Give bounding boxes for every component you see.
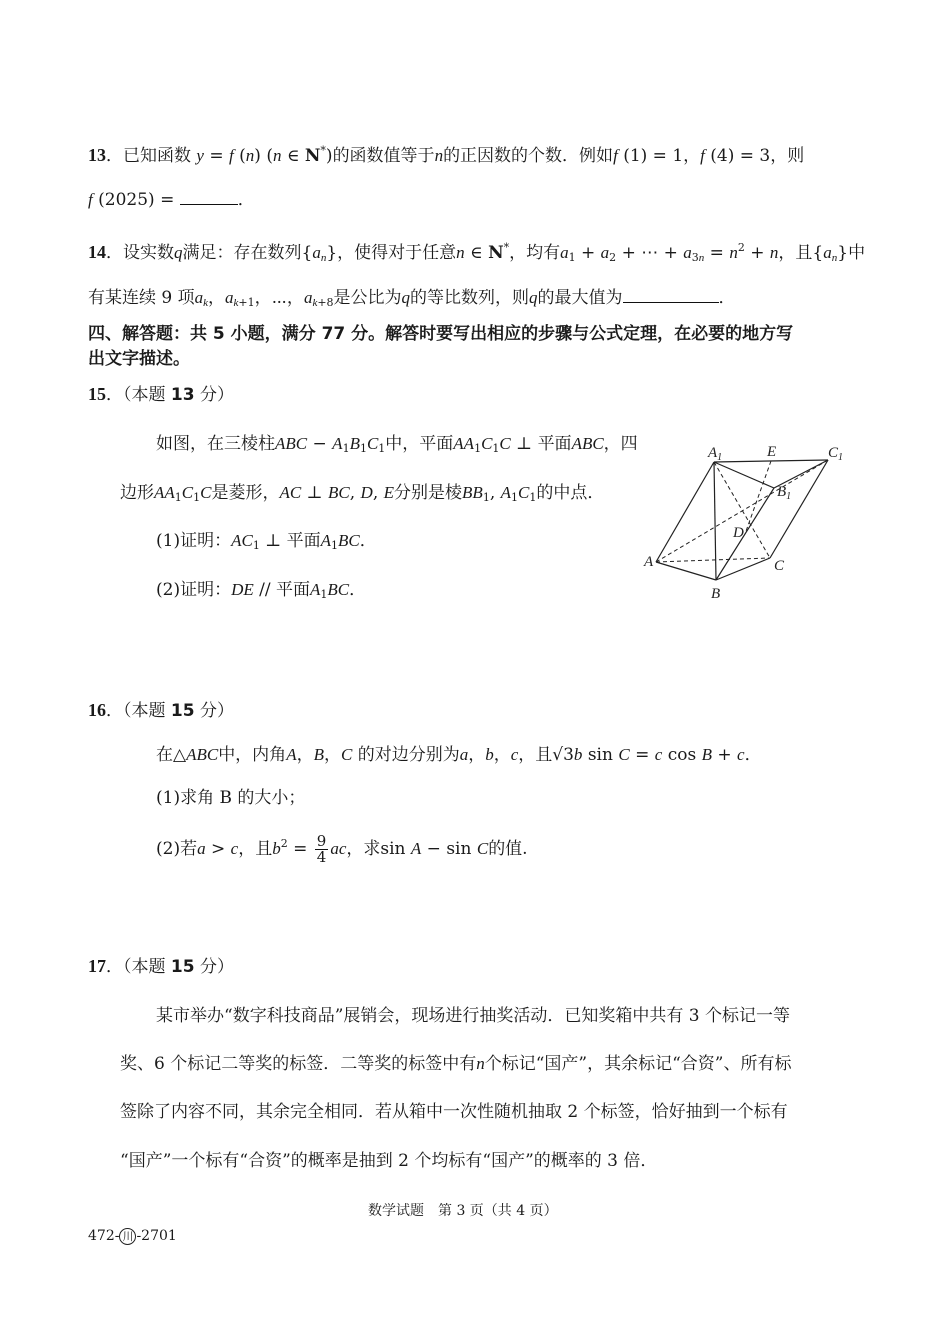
q17-heading: 17．（本题 15 分） (88, 956, 234, 977)
q14-number: 14 (88, 242, 106, 262)
q13-line2: f (2025) = ． (88, 190, 255, 210)
label-B1: $B_1$ (777, 484, 792, 502)
label-A1: $A_1$ (708, 445, 723, 463)
q14-line2: 有某连续 9 项$a_k$，$a_{k+1}$，⋯，$a_{k+8}$是公比为q的等比数列，则q的最大值为 ． (88, 288, 736, 309)
q13-answer-blank[interactable] (180, 190, 238, 205)
label-E: E (767, 444, 777, 460)
fraction-9-4: $\frac{9}{4}$ (316, 832, 327, 866)
q17-line2: 奖、6 个标记二等奖的标签．二等奖的标签中有n个标记“国产”，其余标记“合资”、所有标 (120, 1054, 792, 1074)
q13-line1: 13．已知函数 y = f (n) (n ∈ N*)的函数值等于n的正因数的个数．例如f (1) = 1，f (4) = 3，则 (88, 144, 805, 166)
section4-header-line1: 四、解答题：共 5 小题，满分 77 分。解答时要写出相应的步骤与公式定理，在必要的地方写 (88, 324, 794, 344)
label-A: A (644, 554, 654, 570)
q17-line1: 某市举办“数字科技商品”展销会，现场进行抽奖活动．已知奖箱中共有 3 个标记一等 (156, 1006, 791, 1026)
q15-part2: (2)证明：DE // 平面$A_1BC$． (156, 580, 367, 601)
label-B: B (711, 586, 721, 602)
q17-line4: “国产”一个标有“合资”的概率是抽到 2 个均标有“国产”的概率的 3 倍． (120, 1151, 658, 1171)
q15-part1: (1)证明：$AC_1$ ⊥ 平面$A_1BC$． (156, 531, 377, 552)
q15-heading: 15．（本题 13 分） (88, 384, 234, 405)
label-C1: $C_1$ (828, 445, 844, 463)
section4-header-line2: 出文字描述。 (88, 349, 190, 369)
label-C: C (774, 558, 785, 574)
prism-figure (636, 440, 856, 605)
label-D: D (733, 525, 744, 541)
q15-text-line1: 如图，在三棱柱ABC − $A_1B_1C_1$中，平面$AA_1C_1C$ ⊥ 平面ABC，四 (156, 434, 638, 455)
q14-line1: 14．设实数q满足：存在数列$\{a_n\}$，使得对于任意n ∈ N*，均有$a_1 + a_2$ + ⋯ + $a_{3n} = n^2 + n$，且$\{a_n\}$中 (88, 241, 866, 264)
q13-number: 13 (88, 145, 106, 165)
q16-part1: (1)求角 B 的大小； (156, 788, 306, 808)
q14-answer-blank[interactable] (623, 288, 719, 303)
q17-line3: 签除了内容不同，其余完全相同．若从箱中一次性随机抽取 2 个标签，恰好抽到一个标有 (120, 1102, 788, 1122)
region-circle-mark: 川 (119, 1228, 136, 1245)
q15-text-line2: 边形$AA_1C_1C$是菱形，AC ⊥ BC, D, E分别是棱$BB_1$, $A_1C_1$的中点． (120, 483, 605, 504)
q16-text: 在△ABC中，内角A，B，C 的对边分别为a，b，c，且√3b sin C = c cos B + c． (156, 745, 762, 765)
q16-part2: (2)若a > c，且$b^2$ = $\frac{9}{4}$ ac，求sin A − sin C的值. (156, 832, 528, 866)
q16-heading: 16．（本题 15 分） (88, 700, 234, 721)
page-footer: 数学试题 第 3 页（共 4 页） (368, 1203, 558, 1219)
exam-code: 472- 川 -2701 (88, 1228, 177, 1244)
